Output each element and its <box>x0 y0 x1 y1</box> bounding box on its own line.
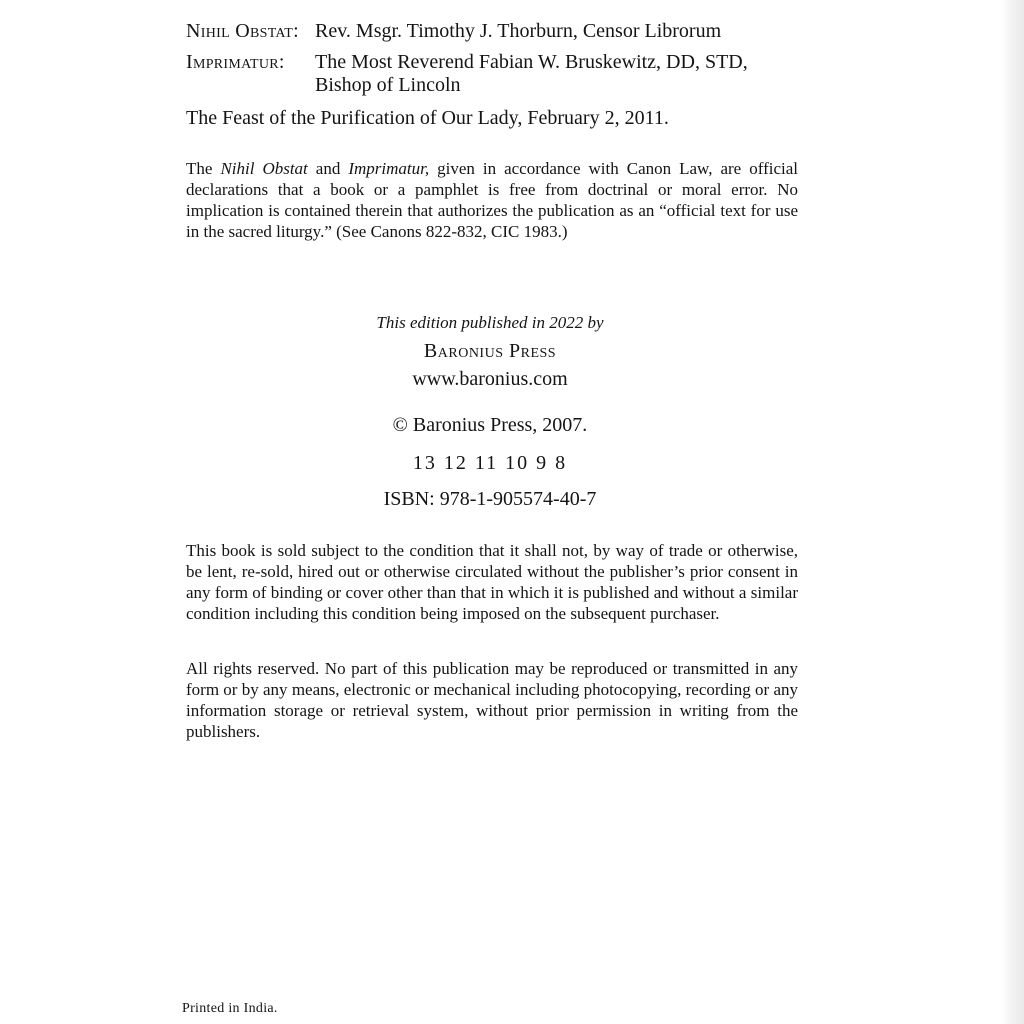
printing-line: 13 12 11 10 9 8 <box>412 452 568 474</box>
declaration-text-1: The <box>186 159 221 178</box>
edition-note: This edition published in 2022 by <box>376 313 604 332</box>
nihil-obstat-value <box>315 20 786 43</box>
nihil-obstat-label: Nihil Obstat: <box>186 20 299 42</box>
page-edge-shadow <box>1002 0 1024 1024</box>
sale-condition-paragraph: This book is sold subject to the condition that it shall not, by way of trade or otherwise, be lent, re-sold, hired out or otherwise circulated without the publisher’s prior consent in any form of binding or cover other than that in which it is published and without a similar condition including this condition being imposed on the subsequent purchaser. <box>186 541 798 623</box>
ecclesiastical-approval <box>186 20 786 97</box>
censor-name: Rev. Msgr. Timothy J. Thorburn, Censor Librorum <box>315 20 722 42</box>
bishop-see: Bishop of Lincoln <box>315 74 461 96</box>
declaration-text-2: and <box>307 159 349 178</box>
copyright-notice: © Baronius Press, 2007. <box>392 414 588 436</box>
imprimatur-label: Imprimatur: <box>186 51 285 73</box>
feast-date: The Feast of the Purification of Our Lady, February 2, 2011. <box>186 107 669 129</box>
rights-paragraph: All rights reserved. No part of this publication may be reproduced or transmitted in any form or by any means, electronic or mechanical including photocopying, recording or any information storage or retrieval system, without prior permission in writing from the publishers. <box>186 659 798 741</box>
bishop-name: The Most Reverend Fabian W. Bruskewitz, DD, STD, <box>315 51 748 73</box>
imprimatur-row <box>186 51 786 97</box>
publisher-name: Baronius Press <box>423 340 557 362</box>
printed-in: Printed in India. <box>182 1001 278 1016</box>
declaration-imprimatur: Imprimatur, <box>348 159 430 178</box>
isbn: ISBN: 978-1-905574-40-7 <box>383 488 597 510</box>
declaration-text-3: given in accordance with Canon Law, are official declarations that a book or a pamphlet is free from doctrinal or moral error. No implication is contained therein that authorizes the publication as an “official text for use in the sacred liturgy.” (See Canons 822-832, CIC 1983.) <box>186 159 799 241</box>
declaration-paragraph <box>186 158 798 242</box>
declaration-nihil-obstat: Nihil Obstat <box>220 159 308 178</box>
publisher-website: www.baronius.com <box>412 368 568 390</box>
nihil-obstat-row <box>186 20 786 43</box>
imprimatur-value <box>315 51 786 97</box>
